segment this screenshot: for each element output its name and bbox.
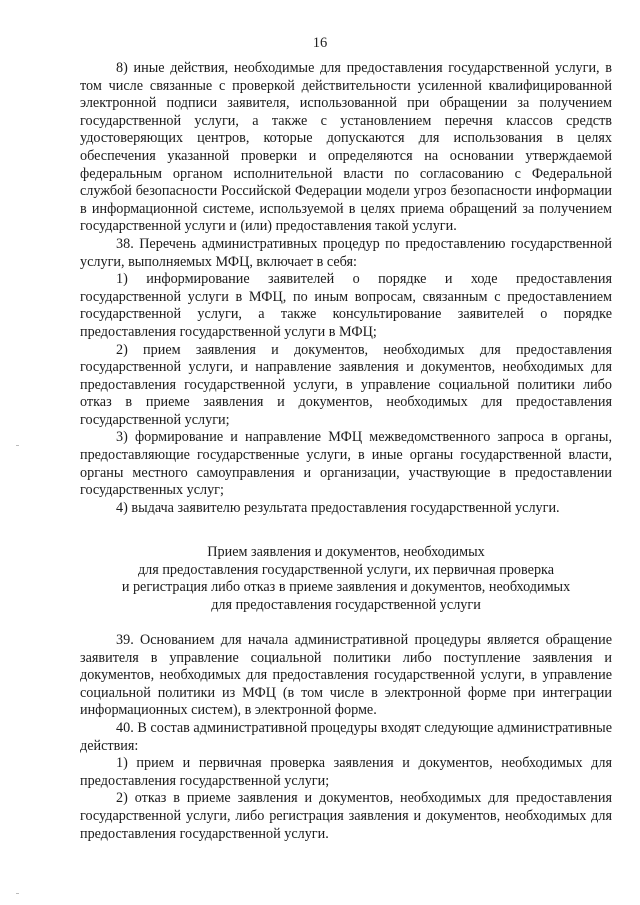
page-number: 16: [312, 35, 328, 51]
paragraph-40: 40. В состав административной процедуры входят следующие административные действия:: [80, 719, 612, 754]
document-body-top: [80, 60, 612, 517]
section-heading: [80, 544, 612, 614]
paragraph-40-item-2: 2) отказ в приеме заявления и документов, необходимых для предоставления государственной услуги, либо регистрация заявления и документов, необходимых для предоставления государственной услуги.: [80, 790, 612, 842]
paragraph-38-item-1: 1) информирование заявителей о порядке и ходе предоставления государственной услуги в МФЦ, по иным вопросам, связанным с предоставлением государственной услуги, а также консультирование заявителей о порядке предоставления государственной услуги в МФЦ;: [80, 271, 612, 340]
paragraph-item-8: 8) иные действия, необходимые для предоставления государственной услуги, в том числе связанные с проверкой действительности усиленной квалифицированной электронной подписи заявителя, использованной при обращении за получением государственной услуги, а также с установлением перечня классов средств удостоверяющих центров, которые допускаются для использования в целях обеспечения указанной проверки и определяются на основании утверждаемой федеральным органом исполнительной власти по согласованию с Федеральной службой безопасности Российской Федерации модели угроз безопасности информации в информационной системе, используемой в целях приема обращений за получением государственной услуги и (или) предоставления такой услуги.: [80, 60, 612, 235]
section-heading-line: Прием заявления и документов, необходимых: [207, 544, 485, 560]
paragraph-38-item-3: 3) формирование и направление МФЦ межведомственного запроса в органы, предоставляющие государственные услуги, в иные органы государственной власти, органы местного самоуправления и организации, участвующие в предоставлении государственных услуг;: [80, 429, 612, 499]
paragraph-38: 38. Перечень административных процедур по предоставлению государственной услуги, выполняемых МФЦ, включает в себя:: [80, 235, 612, 270]
paragraph-38-item-4: 4) выдача заявителю результата предоставления государственной услуги.: [116, 499, 560, 516]
paragraph-40-item-1: 1) прием и первичная проверка заявления и документов, необходимых для предоставления государственной услуги;: [80, 755, 612, 789]
scan-speck: [16, 893, 19, 894]
section-heading-line: для предоставления государственной услуги, их первичная проверка: [137, 561, 555, 578]
document-body-bottom: [80, 632, 612, 843]
paragraph-39: 39. Основанием для начала административной процедуры является обращение заявителя в управление социальной политики либо поступление заявления и документов, необходимых для предоставления государственной услуги, в управление социальной политики из МФЦ (в том числе в электронной форме при интеграции информационных систем), в электронной форме.: [80, 632, 612, 719]
section-heading-line: для предоставления государственной услуги: [211, 596, 481, 613]
scan-speck: [16, 445, 19, 446]
section-heading-line: и регистрация либо отказ в приеме заявления и документов, необходимых: [121, 579, 571, 596]
paragraph-38-item-2: 2) прием заявления и документов, необходимых для предоставления государственной услуги, и направление заявления и документов, необходимых для предоставления государственной услуги, в управление социальной политики либо отказ в приеме заявления и документов, необходимых для предоставления государственной услуги;: [80, 341, 612, 428]
